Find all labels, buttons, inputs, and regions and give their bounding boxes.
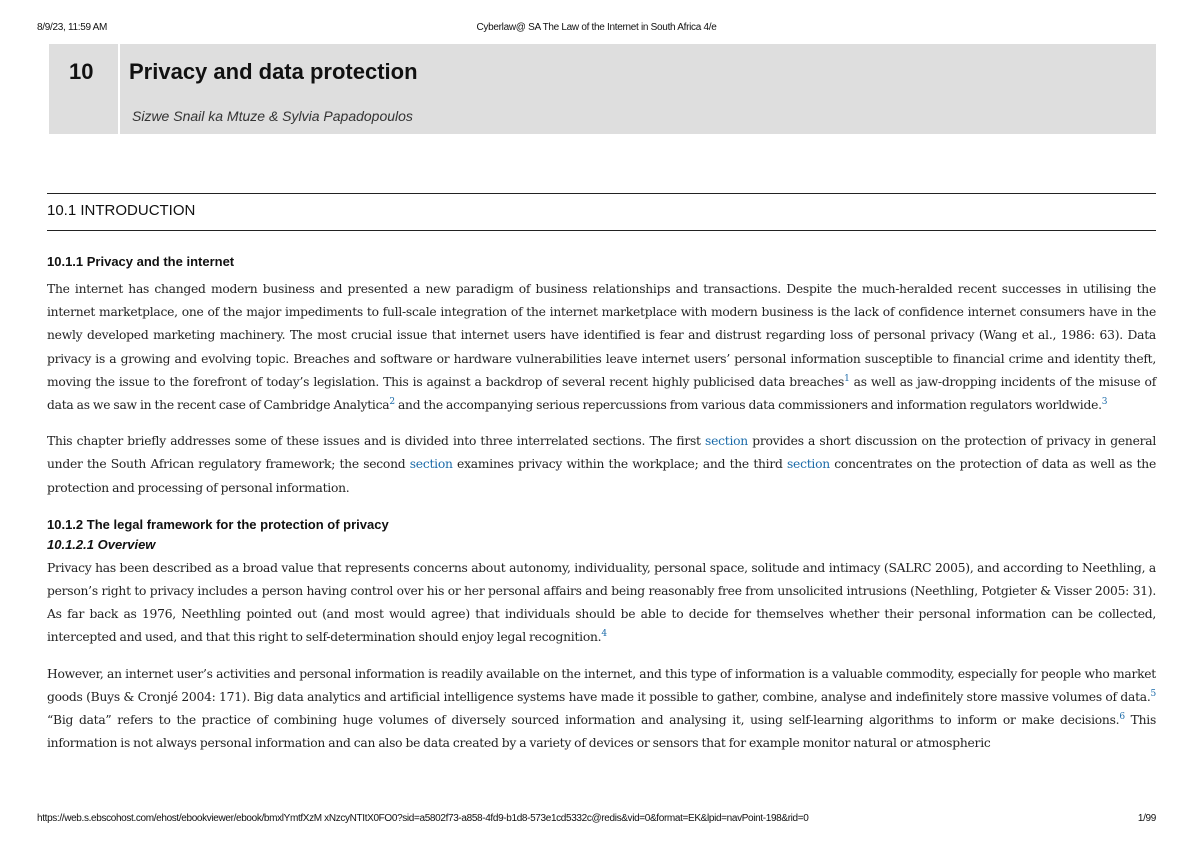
print-document-title: Cyberlaw@ SA The Law of the Internet in South Africa 4/e [476,22,717,33]
chapter-banner [49,44,1156,134]
section-content [47,254,1156,755]
print-datetime: 8/9/23, 11:59 AM [37,22,108,33]
paragraph-text: Privacy has been described as a broad value that represents concerns about autonomy, individuality, personal space, solitude and intimacy (SALRC 2005), and according to Neethling, a person’s right to privacy includes a person having control over his or her personal affairs and being reasonably free from unsolicited intrusions (Neethling, Potgieter & Visser 2005: 31). As far back as 1976, Neethling pointed out (and most would agree) that individuals should be able to decide for themselves whether their personal information can be collected, intercepted and used, and that this right to self-determination should enjoy legal recognition. [47,560,1156,645]
chapter-title-box [120,44,1156,134]
paragraph-text: This chapter briefly addresses some of these issues and is divided into three interrelated sections. The first [47,434,706,449]
chapter-authors: Sizwe Snail ka Mtuze & Sylvia Papadopoulos [132,108,413,124]
page-number: 1/99 [1137,813,1156,824]
footnote-ref-5[interactable]: 5 [1150,688,1156,699]
section-link-1[interactable]: section [705,434,748,449]
section-heading: 10.1 INTRODUCTION [47,202,196,219]
paragraph [47,278,1156,417]
print-footer [37,813,1156,827]
subsection-heading-legal-framework: 10.1.2 The legal framework for the protection of privacy [47,516,389,532]
paragraph-text: provides a short discussion on the protection of privacy in general under the South African regulatory framework; the second [47,434,1156,472]
footnote-ref-3[interactable]: 3 [1101,396,1108,407]
section-top-rule [47,193,1156,194]
footnote-ref-4[interactable]: 4 [601,629,607,640]
paragraph-text: “Big data” refers to the practice of combining huge volumes of diversely sourced information and analysing it, using self-learning algorithms to inform or make decisions. [47,713,1120,728]
footnote-ref-2[interactable]: 2 [389,396,395,407]
footnote-ref-1[interactable]: 1 [844,373,850,384]
paragraph [47,430,1156,500]
section-link-2[interactable]: section [409,457,453,472]
chapter-number: 10 [69,59,94,84]
footnote-ref-6[interactable]: 6 [1119,711,1125,722]
print-header [37,22,1156,36]
section-bottom-rule [47,230,1156,231]
paragraph-text: examines privacy within the workplace; and the third [452,457,787,472]
paragraph [47,557,1156,650]
chapter-number-box [49,44,118,134]
paragraph-text: This information is not always personal information and can also be data created by a variety of devices or sensors that for example monitor natural or atmospheric [47,713,1157,751]
print-url: https://web.s.ebscohost.com/ehost/ebookviewer/ebook/bmxlYmtfXzM xNzcyNTItX0FO0?sid=a5802f73-a858-4fd9-b1d8-573e1cd5332c@redis&vid=0&format=EK&lpid=navPoint-198&rid=0 [37,813,809,824]
paragraph-text: The internet has changed modern business and presented a new paradigm of business relationships and transactions. Despite the much-heralded recent successes in utilising the internet marketplace, one of the major impediments to full-scale integration of the internet marketplace with modern business is the lack of confidence internet consumers have in the newly developed marketing machinery. The most crucial issue that internet users have identified is fear and distrust regarding loss of personal privacy (Wang et al., 1986: 63). Data privacy is a growing and evolving topic. Breaches and software or hardware vulnerabilities leave internet users’ personal information susceptible to financial crime and identity theft, moving the issue to the forefront of today’s legislation. This is against a backdrop of several recent highly publicised data breaches [47,282,1156,389]
chapter-title: Privacy and data protection [129,59,418,84]
paragraph [47,663,1156,756]
paragraph-text: as well as jaw-dropping incidents of the misuse of data as we saw in the recent case of Cambridge Analytica [47,374,1157,413]
paragraph-text: concentrates on the protection of data as well as the protection and processing of personal information. [47,457,1156,495]
paragraph-text: and the accompanying serious repercussions from various data commissioners and information regulators worldwide. [394,398,1102,413]
subsection-heading-privacy-internet: 10.1.1 Privacy and the internet [47,254,235,269]
paragraph-text: However, an internet user’s activities and personal information is readily available on the internet, and this type of information is a valuable commodity, especially for people who market goods (Buys & Cronjé 2004: 171). Big data analytics and artificial intelligence systems have made it possible to gather, combine, analyse and indefinitely store massive volumes of data. [47,666,1156,704]
section-link-3[interactable]: section [786,457,830,472]
sub-subsection-heading-overview: 10.1.2.1 Overview [47,536,156,552]
